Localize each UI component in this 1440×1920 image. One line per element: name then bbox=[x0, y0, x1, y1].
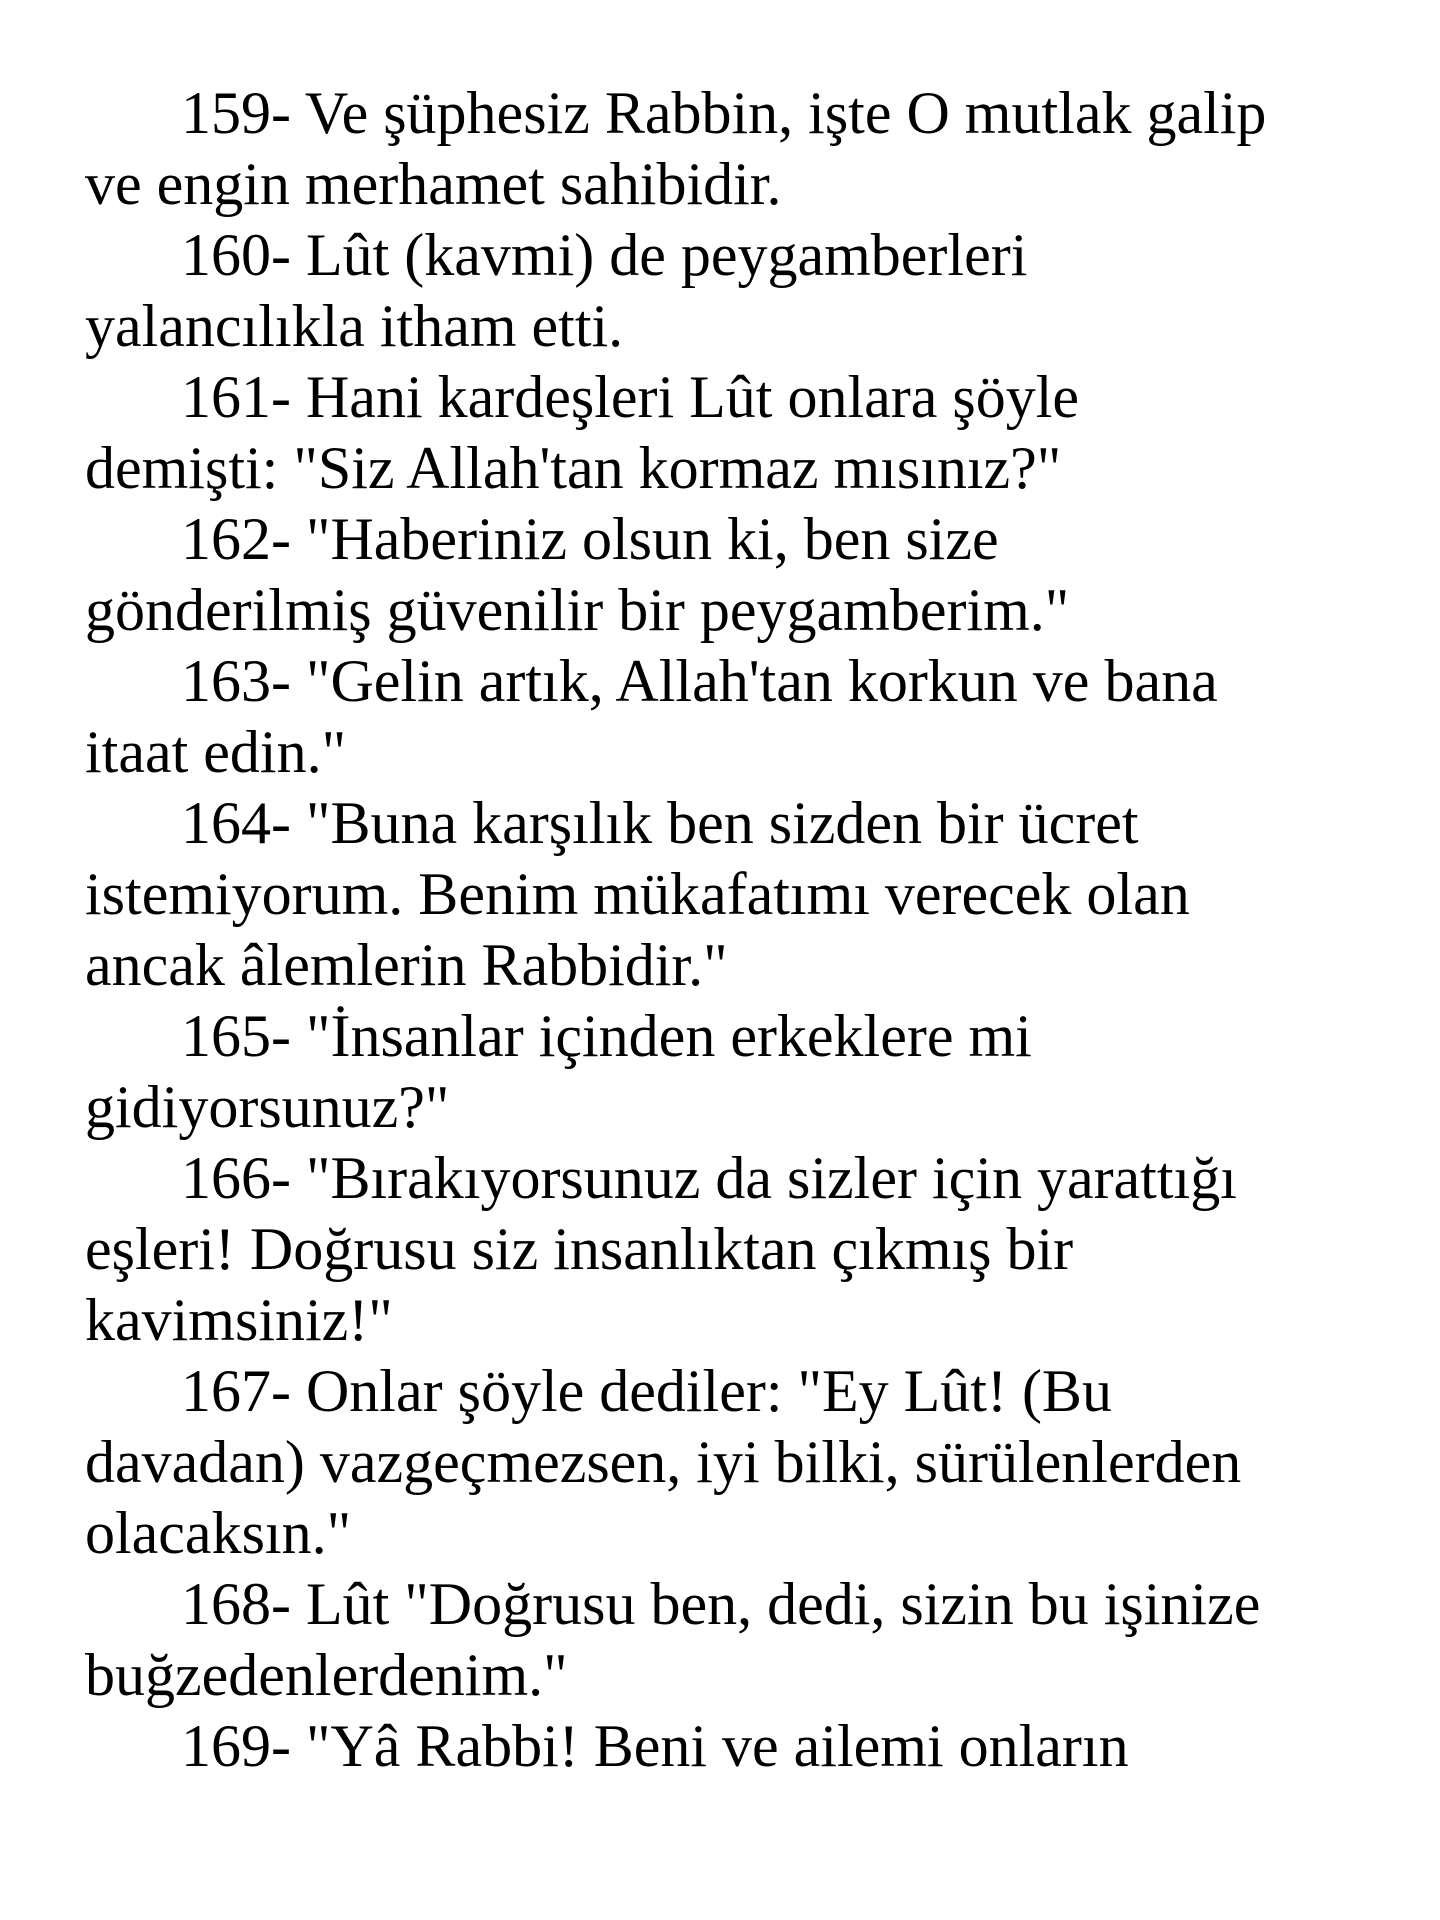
verse-line-continuation: gönderilmiş güvenilir bir peygamberim." bbox=[85, 577, 1070, 643]
verse-line-continuation: itaat edin." bbox=[85, 719, 347, 785]
verse-line-start: 164- "Buna karşılık ben sizden bir ücret bbox=[181, 790, 1139, 856]
verse-line-start: 163- "Gelin artık, Allah'tan korkun ve bana bbox=[181, 648, 1218, 714]
verse-line-start: 169- "Yâ Rabbi! Beni ve ailemi onların bbox=[181, 1713, 1129, 1779]
verse-line-start: 160- Lût (kavmi) de peygamberleri bbox=[181, 222, 1028, 288]
verse-line-continuation: ve engin merhamet sahibidir. bbox=[85, 151, 782, 217]
verse-line-start: 162- "Haberiniz olsun ki, ben size bbox=[181, 506, 999, 572]
verse-line-continuation: kavimsiniz!" bbox=[85, 1287, 393, 1353]
verse-line-continuation: davadan) vazgeçmezsen, iyi bilki, sürülenlerden bbox=[85, 1429, 1242, 1495]
verse-line-continuation: eşleri! Doğrusu siz insanlıktan çıkmış bir bbox=[85, 1216, 1074, 1282]
verse-line-continuation: olacaksın." bbox=[85, 1500, 352, 1566]
verse-line-continuation: gidiyorsunuz?" bbox=[85, 1074, 450, 1140]
verse-line-continuation: istemiyorum. Benim mükafatımı verecek olan bbox=[85, 861, 1190, 927]
verse-line-start: 168- Lût "Doğrusu ben, dedi, sizin bu işinize bbox=[181, 1571, 1261, 1637]
verse-line-continuation: yalancılıkla itham etti. bbox=[85, 293, 624, 359]
verse-line-start: 159- Ve şüphesiz Rabbin, işte O mutlak galip bbox=[181, 80, 1267, 146]
verse-line-continuation: ancak âlemlerin Rabbidir." bbox=[85, 932, 728, 998]
verse-line-continuation: buğzedenlerdenim." bbox=[85, 1642, 568, 1708]
verse-line-continuation: demişti: "Siz Allah'tan kormaz mısınız?" bbox=[85, 435, 1062, 501]
verse-line-start: 165- "İnsanlar içinden erkeklere mi bbox=[181, 1003, 1032, 1069]
verse-text-block bbox=[85, 78, 1385, 1782]
verse-line-start: 166- "Bırakıyorsunuz da sizler için yarattığı bbox=[181, 1145, 1237, 1211]
verse-line-start: 161- Hani kardeşleri Lût onlara şöyle bbox=[181, 364, 1080, 430]
verse-line-start: 167- Onlar şöyle dediler: "Ey Lût! (Bu bbox=[181, 1358, 1112, 1424]
